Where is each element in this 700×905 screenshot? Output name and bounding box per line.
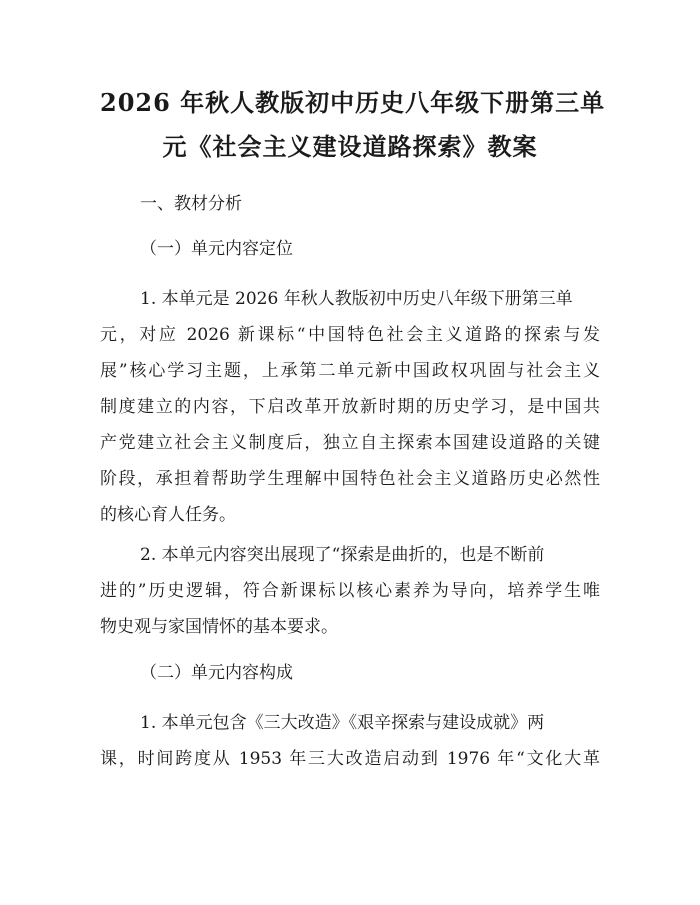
paragraph-2-line-1: 2. 本单元内容突出展现了“探索是曲折的，也是不断前 <box>140 545 545 565</box>
paragraph-1-line-2: 元，对应 2026 新课标“中国特色社会主义道路的探索与发 <box>100 325 600 345</box>
paragraph-2-line-2: 进的”历史逻辑，符合新课标以核心素养为导向，培养学生唯 <box>100 581 600 601</box>
paragraph-1-line-7: 的核心育人任务。 <box>100 505 236 525</box>
subsection-heading-unit-composition: （二）单元内容构成 <box>140 663 293 683</box>
document-title-line-1: 2026 年秋人教版初中历史八年级下册第三单 <box>100 88 606 117</box>
paragraph-1-line-4: 制度建立的内容，下启改革开放新时期的历史学习，是中国共 <box>100 397 600 417</box>
paragraph-1-line-1: 1. 本单元是 2026 年秋人教版初中历史八年级下册第三单 <box>140 289 573 309</box>
paragraph-3-line-1: 1. 本单元包含《三大改造》《艰辛探索与建设成就》两 <box>140 713 545 733</box>
paragraph-1-line-3: 展”核心学习主题，上承第二单元新中国政权巩固与社会主义 <box>100 361 600 381</box>
paragraph-3-line-2: 课，时间跨度从 1953 年三大改造启动到 1976 年“文化大革 <box>100 749 600 769</box>
paragraph-1-line-5: 产党建立社会主义制度后，独立自主探索本国建设道路的关键 <box>100 433 600 453</box>
paragraph-2-line-3: 物史观与家国情怀的基本要求。 <box>100 617 338 637</box>
subsection-heading-unit-positioning: （一）单元内容定位 <box>140 239 293 259</box>
document-title-line-2: 元《社会主义建设道路探索》教案 <box>162 132 538 161</box>
paragraph-1-line-6: 阶段，承担着帮助学生理解中国特色社会主义道路历史必然性 <box>100 469 600 489</box>
section-heading-textbook-analysis: 一、教材分析 <box>140 194 242 214</box>
